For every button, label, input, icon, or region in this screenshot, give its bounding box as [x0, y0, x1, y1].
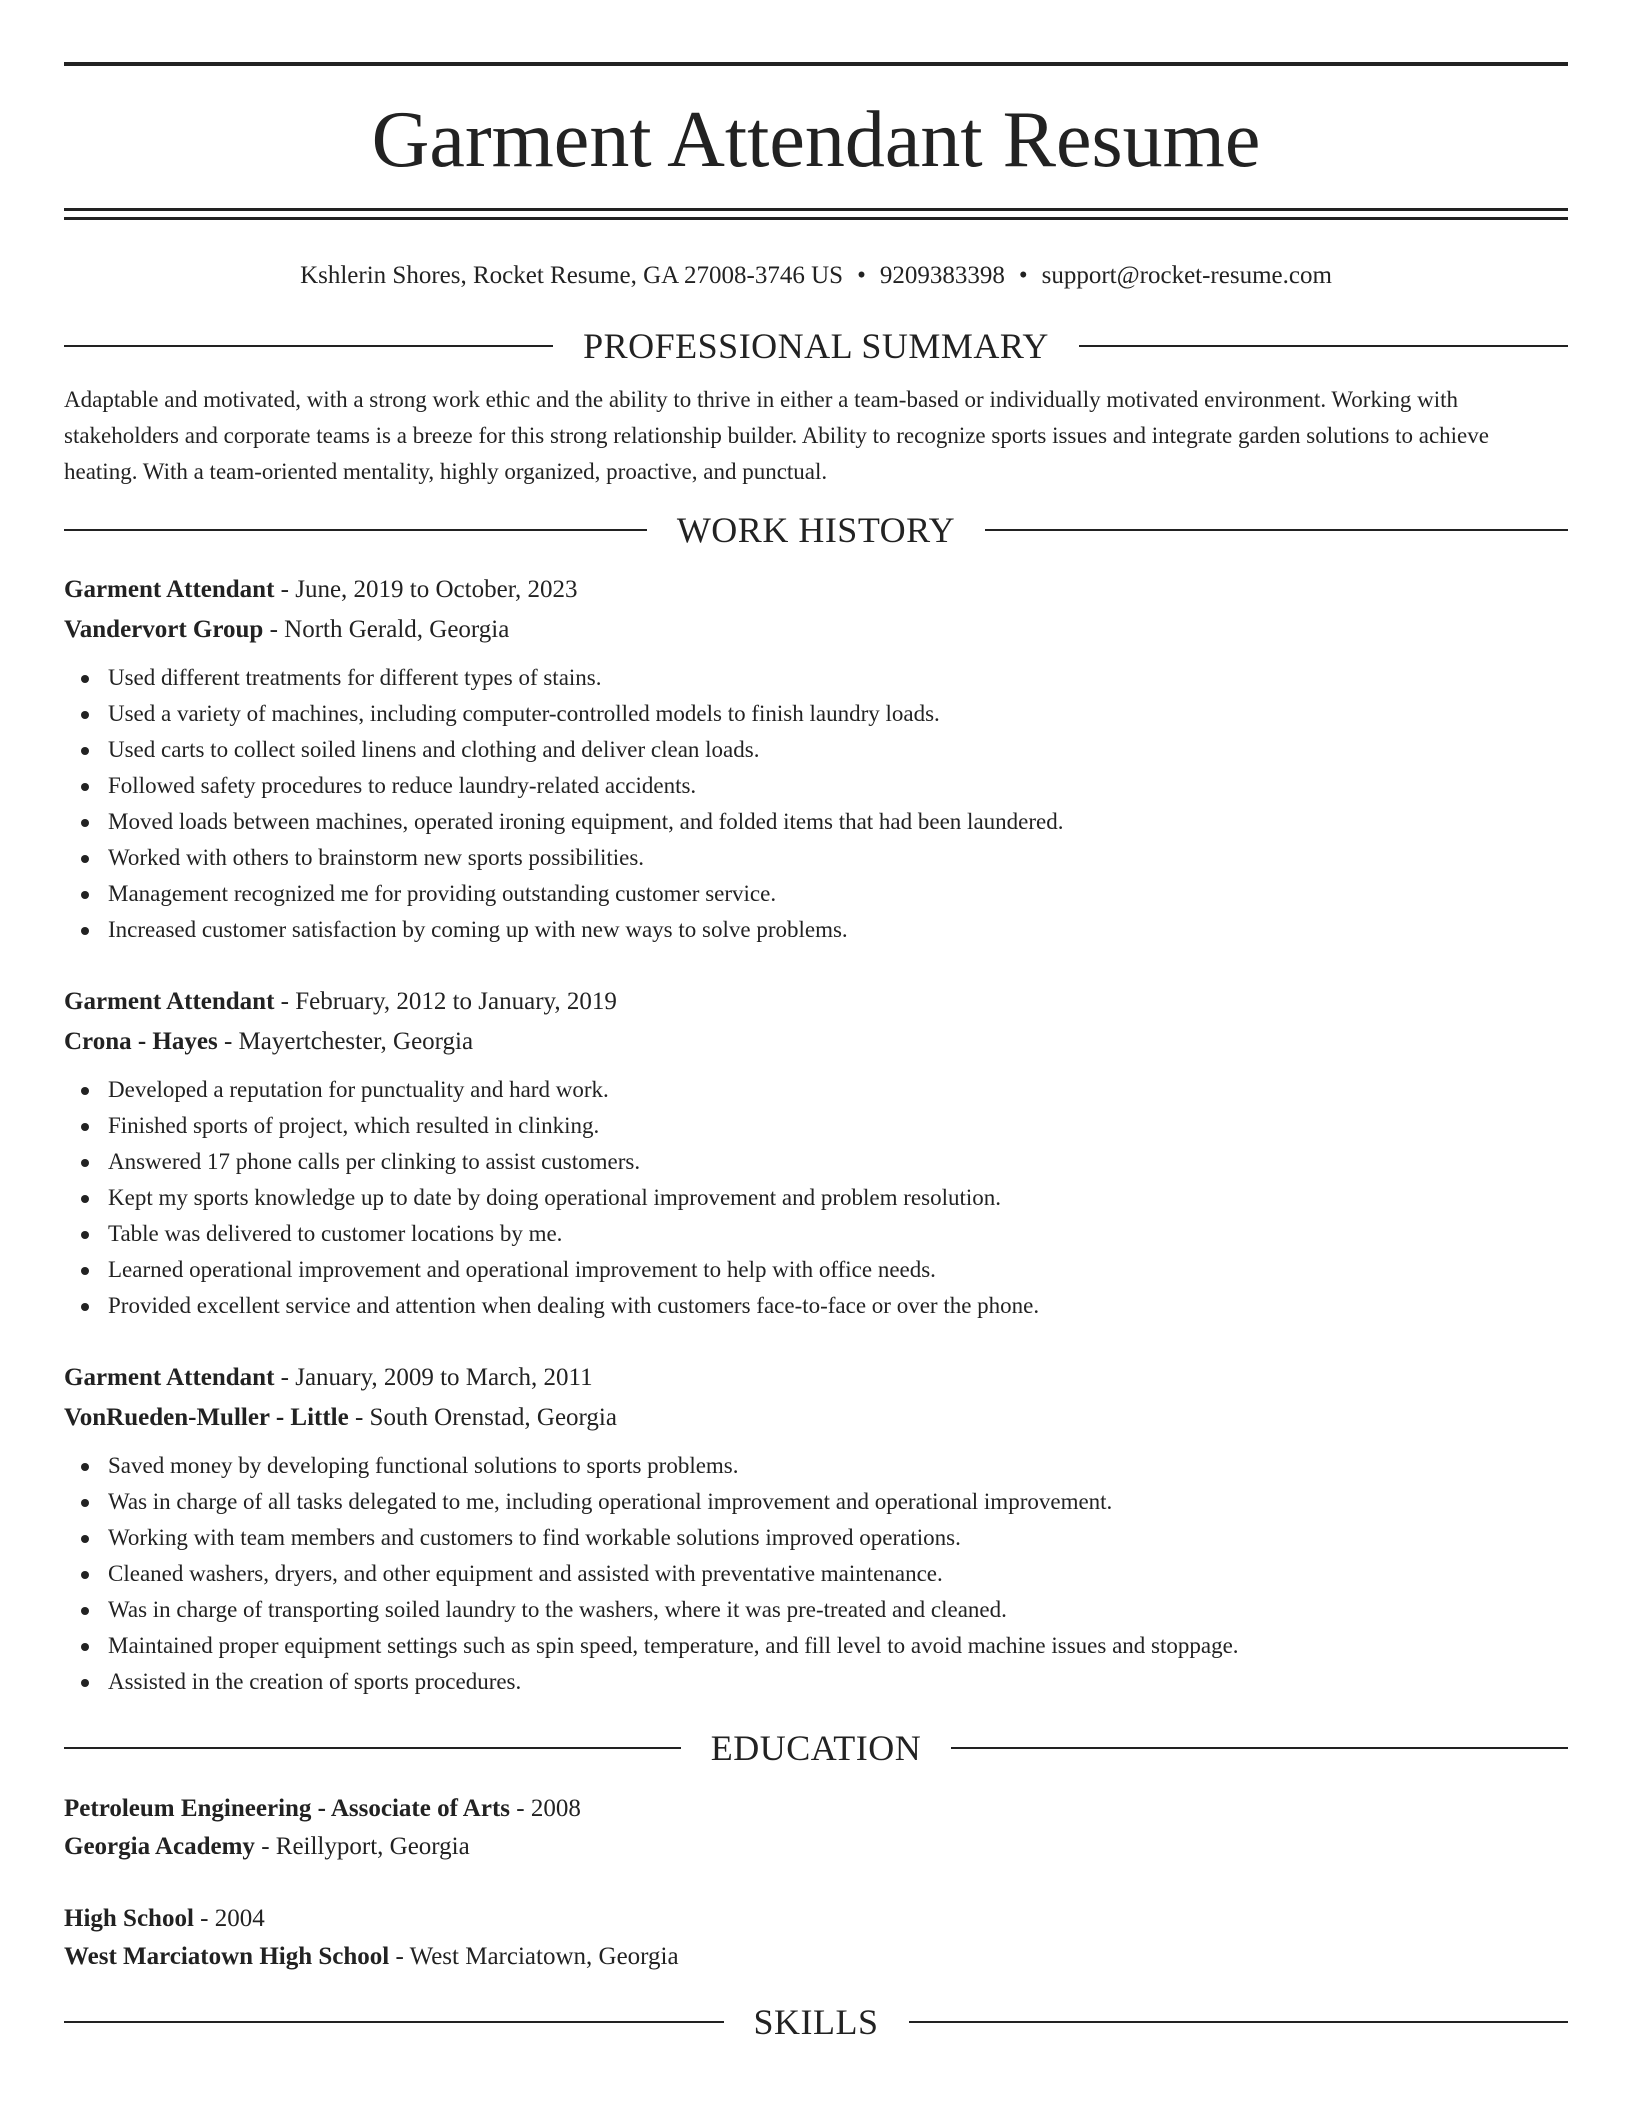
job-bullet: Assisted in the creation of sports procedures. [64, 1664, 1568, 1700]
section-title-skills: SKILLS [753, 2002, 879, 2042]
education-school-line [64, 1828, 1568, 1866]
education-heading [64, 1790, 1568, 1828]
section-rule [1079, 345, 1568, 347]
job-company-line [64, 1022, 1568, 1062]
section-rule [64, 2021, 724, 2023]
job-dates: - February, 2012 to January, 2019 [274, 988, 617, 1015]
education-list [64, 1790, 1568, 1976]
contact-line [64, 256, 1568, 296]
job-heading [64, 570, 1568, 610]
job-dates: - January, 2009 to March, 2011 [274, 1364, 593, 1391]
job-bullet: Was in charge of all tasks delegated to me, including operational improvement and operational improvement. [64, 1484, 1568, 1520]
education-degree: Petroleum Engineering - Associate of Arts [64, 1795, 510, 1822]
job-entry [64, 1358, 1568, 1700]
job-bullet: Worked with others to brainstorm new sports possibilities. [64, 840, 1568, 876]
education-location: - West Marciatown, Georgia [389, 1943, 679, 1970]
job-bullet: Used different treatments for different types of stains. [64, 660, 1568, 696]
job-title: Garment Attendant [64, 1364, 275, 1391]
education-year: - 2008 [510, 1795, 581, 1822]
resume-title: Garment Attendant Resume [371, 96, 1261, 184]
job-bullet: Learned operational improvement and operational improvement to help with office needs. [64, 1252, 1568, 1288]
job-location: - North Gerald, Georgia [263, 616, 510, 643]
section-rule [951, 1747, 1568, 1749]
job-bullet: Saved money by developing functional solutions to sports problems. [64, 1448, 1568, 1484]
contact-separator: • [857, 262, 866, 289]
job-company: Crona - Hayes [64, 1028, 218, 1055]
education-location: - Reillyport, Georgia [254, 1833, 470, 1860]
summary-text: Adaptable and motivated, with a strong work ethic and the ability to thrive in either a team-based or individually motivated environment. Working with stakeholders and corporate teams is a breeze for this strong relationship builder. Ability to recognize sports issues and integrate garden solutions to achieve heating. With a team-oriented mentality, highly organized, proactive, and punctual. [64, 387, 1489, 484]
section-rule [64, 1747, 681, 1749]
job-bullet: Increased customer satisfaction by coming up with new ways to solve problems. [64, 912, 1568, 948]
job-bullet: Working with team members and customers to find workable solutions improved operations. [64, 1520, 1568, 1556]
job-bullet-list [64, 660, 1568, 948]
job-company-line [64, 1398, 1568, 1438]
job-bullet: Answered 17 phone calls per clinking to assist customers. [64, 1144, 1568, 1180]
section-title-education: EDUCATION [710, 1728, 922, 1768]
job-bullet: Management recognized me for providing outstanding customer service. [64, 876, 1568, 912]
job-bullet: Followed safety procedures to reduce laundry-related accidents. [64, 768, 1568, 804]
section-rule [64, 529, 647, 531]
job-entry [64, 982, 1568, 1324]
title-rule-upper [64, 208, 1568, 211]
education-school: West Marciatown High School [64, 1943, 390, 1970]
job-location: - South Orenstad, Georgia [348, 1404, 617, 1431]
job-title: Garment Attendant [64, 988, 275, 1015]
education-entry [64, 1900, 1568, 1976]
job-bullet: Finished sports of project, which resulted in clinking. [64, 1108, 1568, 1144]
section-rule [985, 529, 1568, 531]
job-bullet: Used a variety of machines, including computer-controlled models to finish laundry loads. [64, 696, 1568, 732]
job-company: VonRueden-Muller - Little [64, 1404, 349, 1431]
job-bullet: Provided excellent service and attention when dealing with customers face-to-face or over the phone. [64, 1288, 1568, 1324]
contact-phone: 9209383398 [879, 262, 1005, 289]
job-location: - Mayertchester, Georgia [217, 1028, 474, 1055]
education-entry [64, 1790, 1568, 1866]
job-heading [64, 1358, 1568, 1398]
job-bullet: Maintained proper equipment settings such as spin speed, temperature, and fill level to avoid machine issues and stoppage. [64, 1628, 1568, 1664]
job-bullet-list [64, 1448, 1568, 1700]
job-heading [64, 982, 1568, 1022]
education-school-line [64, 1938, 1568, 1976]
job-company-line [64, 610, 1568, 650]
education-school: Georgia Academy [64, 1833, 255, 1860]
contact-separator: • [1018, 262, 1028, 289]
job-bullet: Was in charge of transporting soiled laundry to the washers, where it was pre-treated and cleaned. [64, 1592, 1568, 1628]
work-history-list [64, 570, 1568, 1700]
job-bullet: Developed a reputation for punctuality and hard work. [64, 1072, 1568, 1108]
resume-page [64, 62, 1568, 2048]
section-title-work: WORK HISTORY [676, 510, 956, 550]
section-header-skills [64, 1996, 1568, 2048]
job-bullet: Moved loads between machines, operated ironing equipment, and folded items that had been laundered. [64, 804, 1568, 840]
section-header-work [64, 504, 1568, 556]
job-entry [64, 570, 1568, 948]
section-rule [64, 345, 553, 347]
job-bullet-list [64, 1072, 1568, 1324]
top-rule [64, 62, 1568, 66]
job-company: Vandervort Group [64, 616, 264, 643]
section-header-summary [64, 320, 1568, 372]
education-heading [64, 1900, 1568, 1938]
job-bullet: Table was delivered to customer locations by me. [64, 1216, 1568, 1252]
job-dates: - June, 2019 to October, 2023 [274, 576, 578, 603]
job-title: Garment Attendant [64, 576, 275, 603]
education-degree: High School [64, 1905, 194, 1932]
contact-email: support@rocket-resume.com [1041, 262, 1332, 289]
job-bullet: Cleaned washers, dryers, and other equipment and assisted with preventative maintenance. [64, 1556, 1568, 1592]
contact-address: Kshlerin Shores, Rocket Resume, GA 27008-3746 US [300, 262, 844, 289]
section-rule [909, 2021, 1569, 2023]
job-bullet: Used carts to collect soiled linens and clothing and deliver clean loads. [64, 732, 1568, 768]
education-year: - 2004 [193, 1905, 265, 1932]
section-title-summary: PROFESSIONAL SUMMARY [583, 326, 1049, 366]
job-bullet: Kept my sports knowledge up to date by doing operational improvement and problem resolution. [64, 1180, 1568, 1216]
section-header-education [64, 1722, 1568, 1774]
title-rule-lower [64, 217, 1568, 220]
